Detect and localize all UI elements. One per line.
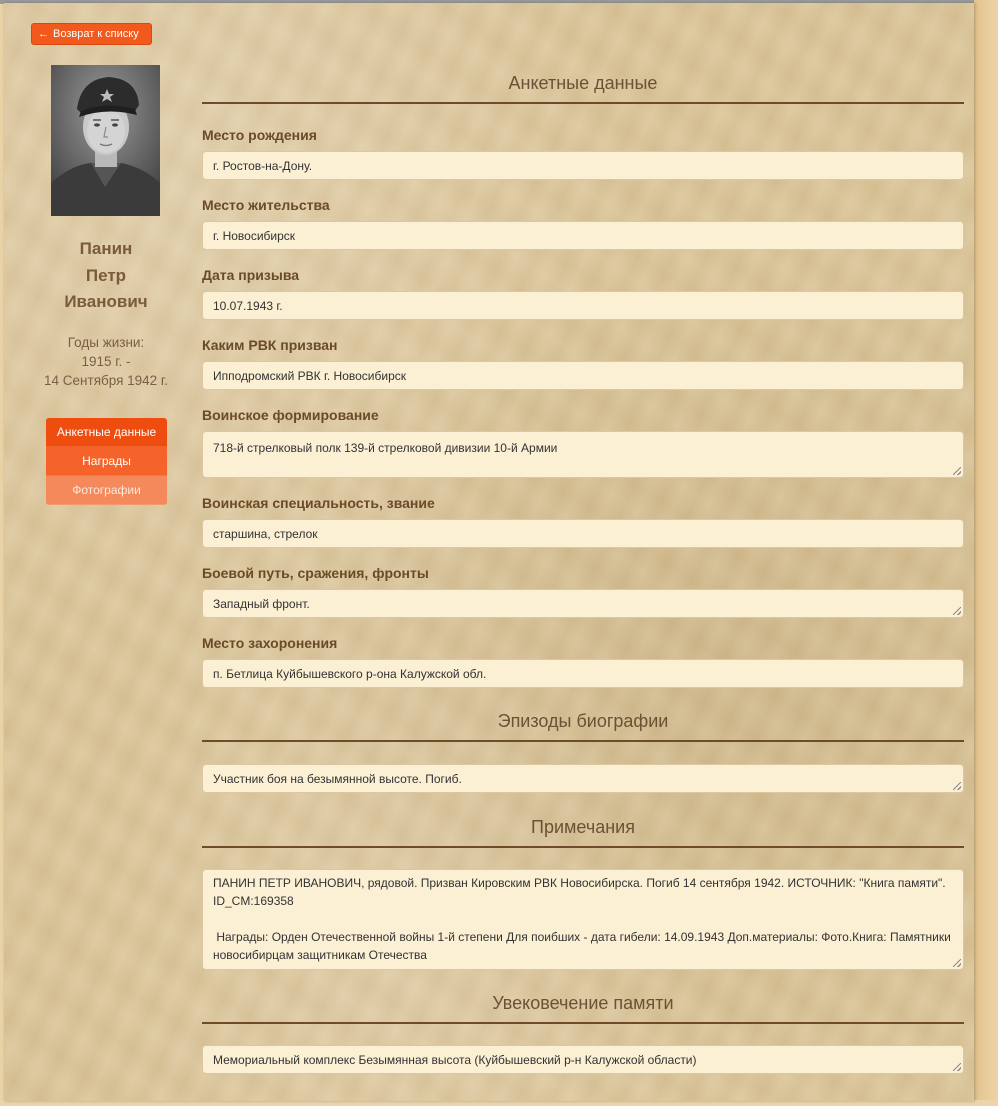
life-years [26,333,186,390]
person-name [30,236,182,316]
section-title-profile: Анкетные данные [508,73,658,93]
arrow-left-icon: ← [38,28,49,40]
section-title-biography: Эпизоды биографии [497,711,669,731]
field-value-biography: Участник боя на безымянной высоте. Погиб. [213,771,462,786]
field-label-battle-path: Боевой путь, сражения, фронты [202,565,429,581]
field-notes[interactable] [202,869,964,970]
field-label-residence: Место жительства [202,197,330,213]
field-memory[interactable] [202,1045,964,1074]
back-to-list-label: Возврат к списку [53,28,139,40]
field-label-unit: Воинское формирование [202,407,379,423]
resize-grip-icon[interactable] [953,607,961,615]
death-date: 14 Сентября 1942 г. [44,373,168,388]
field-specialty[interactable] [202,519,964,548]
field-value-residence: г. Новосибирск [213,228,296,243]
side-menu [46,418,167,505]
notes-line: новосибирцам защитникам Отечества [213,948,427,962]
page-right-edge [974,0,998,1106]
field-value-memory: Мемориальный комплекс Безымянная высота (Куйбышевский р-н Калужской области) [213,1052,697,1067]
field-value-birthplace: г. Ростов-на-Дону. [213,158,313,173]
field-unit[interactable] [202,431,964,478]
resize-grip-icon[interactable] [953,782,961,790]
field-birthplace[interactable] [202,151,964,180]
resize-grip-icon[interactable] [953,959,961,967]
notes-line: ID_CM:169358 [213,894,294,908]
field-battle-path[interactable] [202,589,964,618]
section-divider [202,102,964,104]
notes-line: Награды: Орден Отечественной войны 1-й степени Для поибших - дата гибели: 14.09.1943 Доп.материалы: Фото.Книга: Памятники [213,930,951,944]
field-value-draft-date: 10.07.1943 г. [213,298,283,313]
person-first-name: Петр [85,265,127,285]
field-value-burial: п. Бетлица Куйбышевского р-она Калужской обл. [213,666,487,681]
field-label-specialty: Воинская специальность, звание [202,495,435,511]
field-value-battle-path: Западный фронт. [213,596,310,611]
field-draft-date[interactable] [202,291,964,320]
menu-item-awards[interactable]: Награды [46,447,167,476]
field-label-burial: Место захоронения [202,635,338,651]
life-years-label: Годы жизни: [67,335,145,350]
field-value-specialty: старшина, стрелок [213,526,318,541]
birth-year: 1915 г. - [81,354,131,369]
menu-item-photos[interactable]: Фотографии [46,476,167,505]
section-divider [202,1022,964,1024]
back-to-list-button[interactable] [31,23,152,45]
field-biography[interactable] [202,764,964,793]
field-value-unit: 718-й стрелковый полк 139-й стрелковой дивизии 10-й Армии [213,441,558,455]
field-draft-office[interactable] [202,361,964,390]
field-label-birthplace: Место рождения [202,127,317,143]
field-label-draft-office: Каким РВК призван [202,337,338,353]
section-divider [202,740,964,742]
notes-blank-line [213,910,953,928]
resize-grip-icon[interactable] [953,1063,961,1071]
person-surname: Панин [79,239,133,258]
section-title-notes: Примечания [531,817,635,837]
field-residence[interactable] [202,221,964,250]
portrait-photo [51,65,160,216]
person-patronymic: Иванович [64,292,148,311]
field-label-draft-date: Дата призыва [202,267,300,283]
notes-line: ПАНИН ПЕТР ИВАНОВИЧ, рядовой. Призван Кировским РВК Новосибирска. Погиб 14 сентября 1942. ИСТОЧНИК: "Книга памяти". [213,876,946,890]
resize-grip-icon[interactable] [953,467,961,475]
section-title-memory: Увековечение памяти [492,993,674,1013]
field-burial[interactable] [202,659,964,688]
section-divider [202,846,964,848]
menu-item-profile[interactable]: Анкетные данные [46,418,167,447]
field-value-draft-office: Ипподромский РВК г. Новосибирск [213,368,406,383]
